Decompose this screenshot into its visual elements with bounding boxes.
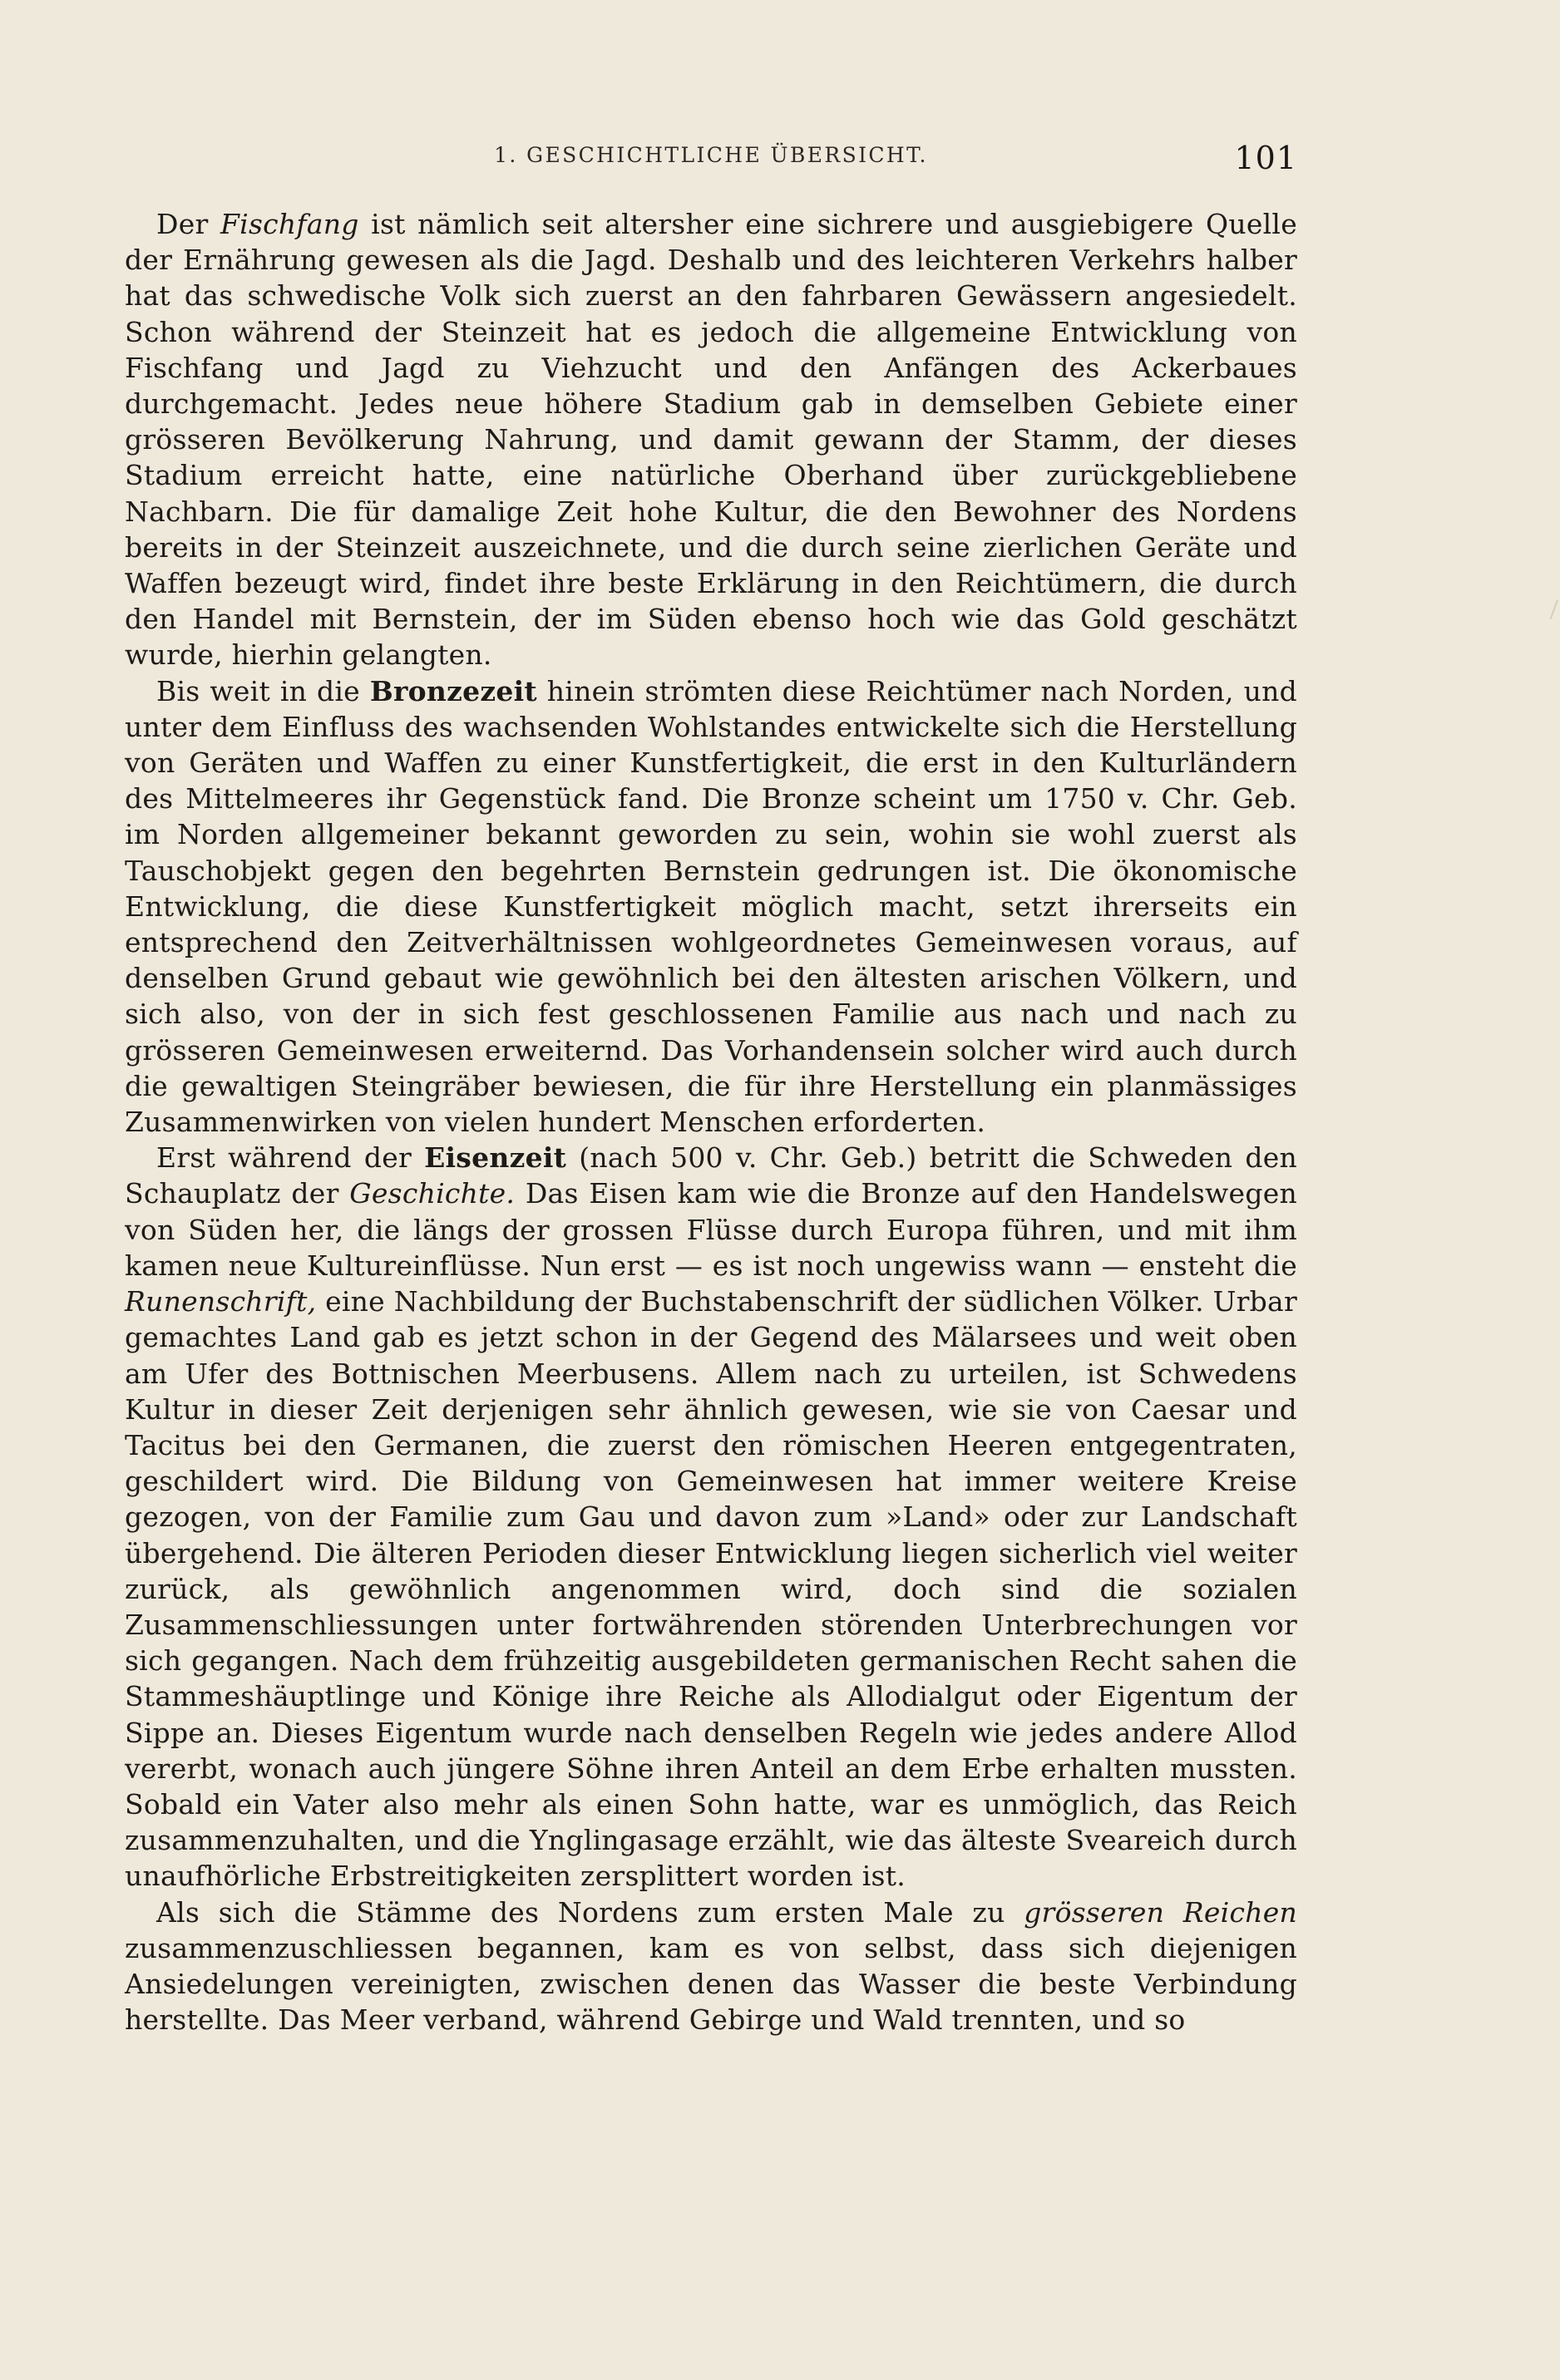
- paragraph-groessere-reiche: [125, 1895, 1297, 2038]
- paragraph-fischfang: [125, 206, 1297, 673]
- text-run: Als sich die Stämme des Nordens zum ersten Male zu: [156, 1895, 1024, 1929]
- italic-term-groesseren-reichen: grösseren Reichen: [1024, 1895, 1297, 1929]
- paragraph-eisenzeit: [125, 1140, 1297, 1894]
- text-run: eine Nachbildung der Buchstabenschrift der südlichen Völker. Urbar gemachtes Land gab es jetzt schon in der Gegend des Mälarsees und weit oben am Ufer des Bottnischen Meerbusens. Allem nach zu urteilen, ist Schwedens Kultur in dieser Zeit derjenigen sehr ähnlich gewesen, wie sie von Caesar und Tacitus bei den Germanen, die zuerst den römischen Heeren entgegentraten, geschildert wird. Die Bildung von Gemeinwesen hat immer weitere Kreise gezogen, von der Familie zum Gau und davon zum »Land» oder zur Landschaft übergehend. Die älteren Perioden dieser Entwicklung liegen sicherlich viel weiter zurück, als gewöhnlich angenommen wird, doch sind die sozialen Zusammenschliessungen unter fortwährenden störenden Unterbrechungen vor sich gegangen. Nach dem frühzeitig ausgebildeten germanischen Recht sahen die Stammeshäuptlinge und Könige ihre Reiche als Allodialgut oder Eigentum der Sippe an. Dieses Eigentum wurde nach denselben Regeln wie jedes andere Allod vererbt, wonach auch jüngere Söhne ihren Anteil an dem Erbe erhalten mussten. Sobald ein Vater also mehr als einen Sohn hatte, war es unmöglich, das Reich zusammenzuhalten, und die Ynglingasage erzählt, wie das älteste Sveareich durch unaufhörliche Erbstreitigkeiten zersplittert worden ist.: [125, 1285, 1298, 1893]
- bold-term-eisenzeit: Eisenzeit: [424, 1141, 567, 1175]
- text-run: Erst während der: [156, 1141, 425, 1175]
- page-number: 101: [1234, 140, 1297, 176]
- text-run: hinein strömten diese Reichtümer nach Norden, und unter dem Einfluss des wachsenden Wohlstandes entwickelte sich die Herstellung von Geräten und Waffen zu einer Kunstfertigkeit, die erst in den Kulturländern des Mittelmeeres ihr Gegenstück fand. Die Bronze scheint um 1750 v. Chr. Geb. im Norden allgemeiner bekannt geworden zu sein, wohin sie wohl zuerst als Tauschobjekt gegen den begehrten Bernstein gedrungen ist. Die ökonomische Entwicklung, die diese Kunstfertigkeit möglich macht, setzt ihrerseits ein entsprechend den Zeitverhältnissen wohlgeordnetes Gemeinwesen voraus, auf denselben Grund gebaut wie gewöhnlich bei den ältesten arischen Völkern, und sich also, von der in sich fest geschlossenen Familie aus nach und nach zu grösseren Gemeinwesen erweiternd. Das Vorhandensein solcher wird auch durch die gewaltigen Steingräber bewiesen, die für ihre Herstellung ein planmässiges Zusammenwirken von vielen hundert Menschen erforderten.: [125, 674, 1297, 1139]
- paper-mark: [1543, 598, 1558, 619]
- body-text: [125, 206, 1297, 2038]
- text-run: ist nämlich seit altersher eine sichrere und ausgiebigere Quelle der Ernährung gewesen als die Jagd. Deshalb und des leichteren Verkehrs halber hat das schwedische Volk sich zuerst an den fahrbaren Gewässern angesiedelt. Schon während der Steinzeit hat es jedoch die allgemeine Entwicklung von Fischfang und Jagd zu Viehzucht und den Anfängen des Ackerbaues durchgemacht. Jedes neue höhere Stadium gab in demselben Gebiete einer grösseren Bevölkerung Nahrung, und damit gewann der Stamm, der dieses Stadium erreicht hatte, eine natürliche Oberhand über zurückgebliebene Nachbarn. Die für damalige Zeit hohe Kultur, die den Bewohner des Nordens bereits in der Steinzeit auszeichnete, und die durch seine zierlichen Geräte und Waffen bezeugt wird, findet ihre beste Erklärung in den Reichtümern, die durch den Handel mit Bernstein, der im Süden ebenso hoch wie das Gold geschätzt wurde, hierhin gelangten.: [125, 208, 1297, 672]
- italic-term-fischfang: Fischfang: [220, 208, 359, 240]
- italic-term-geschichte: Geschichte.: [349, 1177, 516, 1210]
- bold-term-bronzezeit: Bronzezeit: [369, 674, 537, 707]
- italic-term-runenschrift: Runenschrift,: [125, 1285, 317, 1318]
- text-run: Der: [156, 208, 221, 240]
- running-header: [125, 140, 1297, 190]
- text-run: Das Eisen kam wie die Bronze auf den Handelswegen von Süden her, die längs der grossen Flüsse durch Europa führen, und mit ihm kamen neue Kultureinflüsse. Nun erst — es ist noch ungewiss wann — ensteht die: [125, 1177, 1297, 1282]
- chapter-running-title: 1. GESCHICHTLICHE ÜBERSICHT.: [494, 143, 928, 167]
- text-run: zusammenzuschliessen begannen, kam es von selbst, dass sich diejenigen Ansiedelungen vereinigten, zwischen denen das Wasser die beste Verbindung herstellte. Das Meer verband, während Gebirge und Wald trennten, und so: [125, 1931, 1297, 2037]
- paragraph-bronzezeit: [125, 673, 1297, 1141]
- text-run: (nach 500 v. Chr. Geb.) betritt die Schweden den Schauplatz der: [125, 1141, 1297, 1210]
- text-run: Bis weit in die: [156, 674, 370, 707]
